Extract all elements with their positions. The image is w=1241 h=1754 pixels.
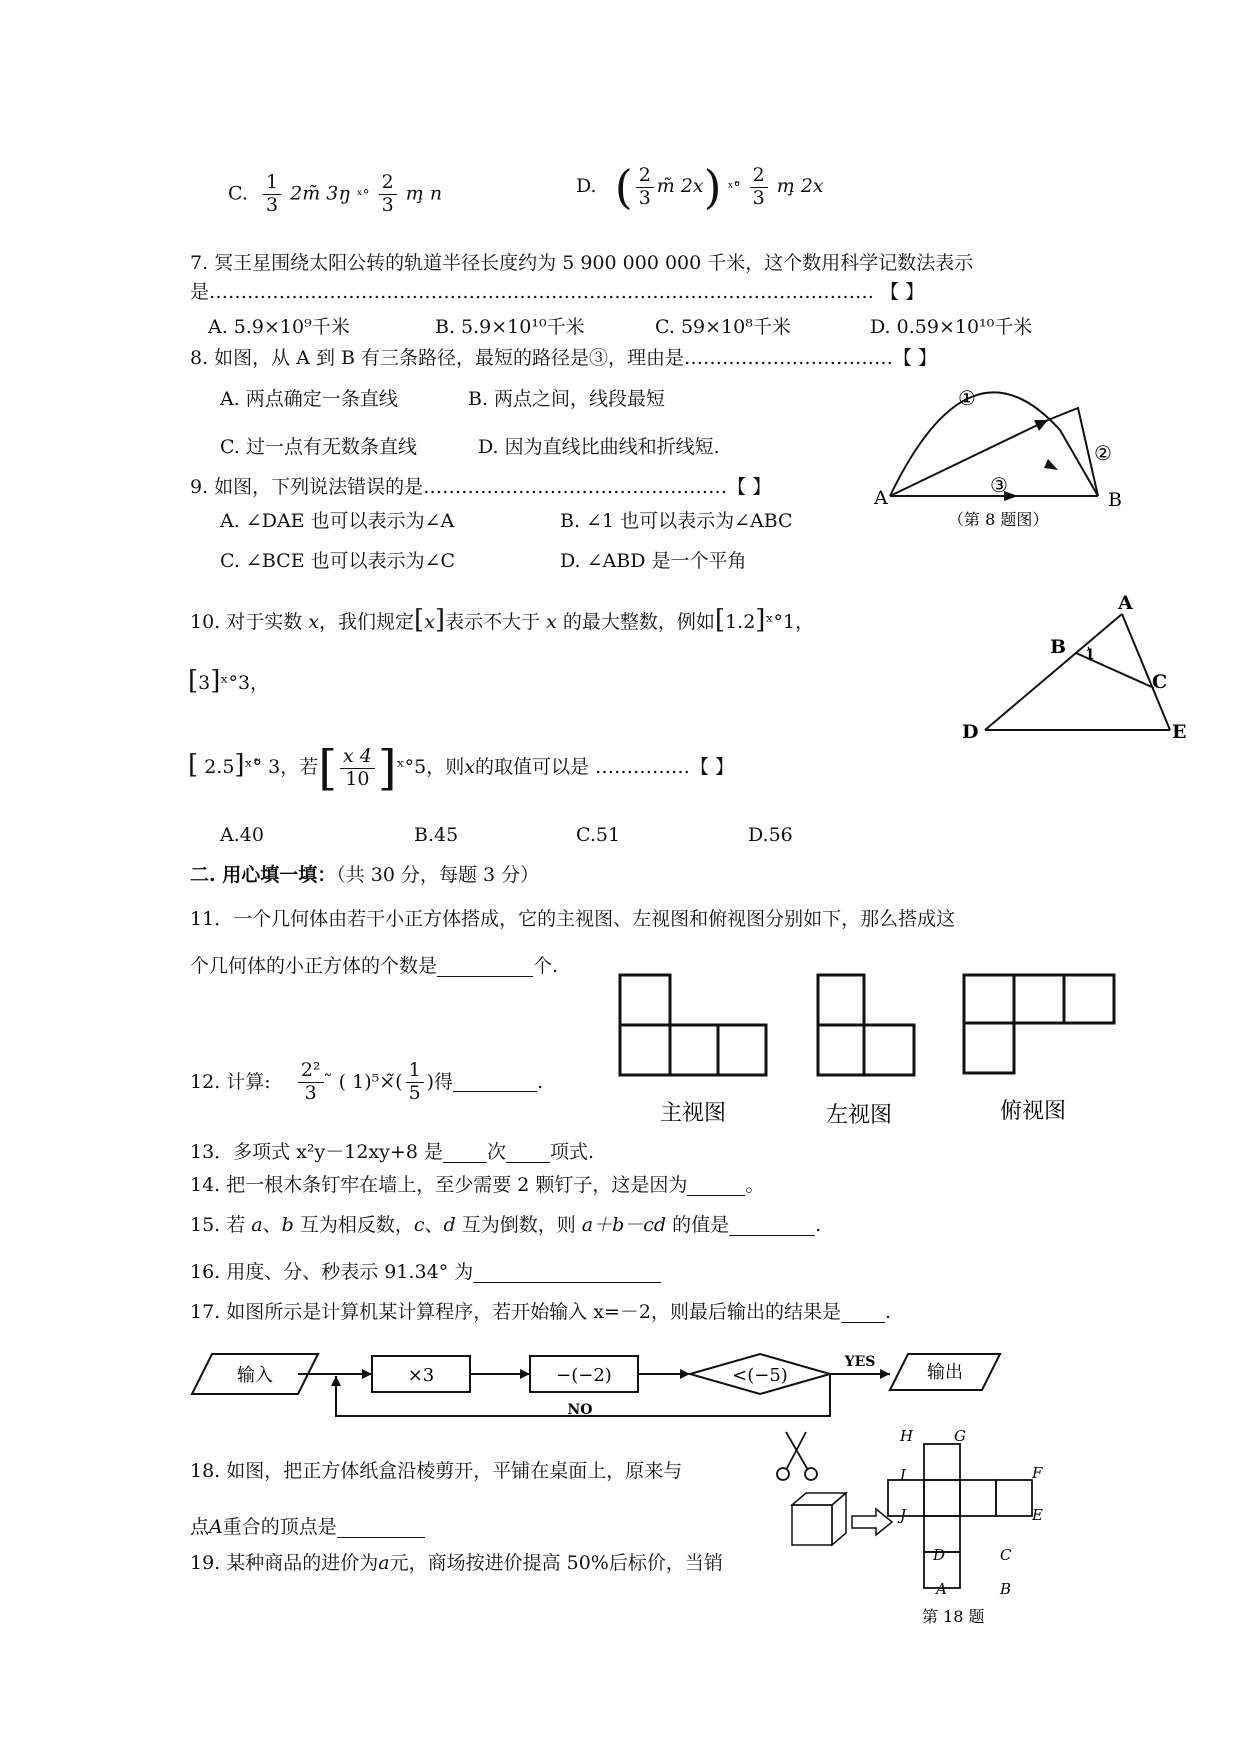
q8-option-c: C. 过一点有无数条直线	[220, 436, 417, 458]
q10-line3: [ 2.5]ˣ°̃ 3，若[ $\frac{x 4}{10}$ ]ˣ°5，则x的取值可以是 ……………【 】	[188, 740, 735, 796]
q11-front-view-label: 主视图	[660, 1101, 727, 1126]
q9-label-a: A	[1118, 592, 1133, 614]
q8-option-a: A. 两点确定一条直线	[220, 388, 398, 410]
q10-line2: [3]ˣ°3，	[188, 666, 270, 696]
q8-label-path3: ③	[990, 473, 1008, 497]
net-label-c: C	[1000, 1546, 1012, 1564]
net-label-e: E	[1032, 1506, 1043, 1524]
q10-option-a: A.40	[220, 824, 264, 846]
q16: 16. 用度、分、秒表示 91.34° 为	[190, 1263, 661, 1283]
net-label-d: D	[933, 1546, 946, 1564]
q8-label-path2: ②	[1094, 441, 1112, 465]
q10-line1: 10. 对于实数 x，我们规定[x]表示不大于 x 的最大整数，例如[1.2]ˣ°1，	[190, 605, 815, 635]
q9-option-a: A. ∠DAE 也可以表示为∠A	[220, 510, 455, 532]
q8-stem: 8. 如图，从 A 到 B 有三条路径，最短的路径是③，理由是……………………………【 】	[190, 347, 938, 369]
q7-stem: 7. 冥王星围绕太阳公转的轨道半径长度约为 5 900 000 000 千米，这个数用科学记数法表示	[190, 252, 974, 274]
flow-minus-neg2: −(−2)	[556, 1365, 612, 1386]
q7-option-a: A. 5.9×10⁹千米	[208, 316, 350, 338]
q6-option-d: D. ( $\frac{2}{3}$ m̃ 2x) ˣ°̃ $\frac{2}{3}$ m̧ 2x	[576, 160, 824, 214]
net-label-f: F	[1032, 1464, 1043, 1482]
flow-multiply-3: ×3	[407, 1365, 435, 1386]
net-label-a: A	[936, 1580, 947, 1598]
section-2-heading: 二. 用心填一填：（共 30 分，每题 3 分）	[190, 864, 540, 886]
q11-line2: 个几何体的小正方体的个数是 个.	[190, 955, 559, 977]
q9-option-b: B. ∠1 也可以表示为∠ABC	[560, 510, 793, 532]
q9-label-1: 1	[1085, 647, 1095, 663]
q10-option-d: D.56	[748, 824, 793, 846]
q14: 14. 把一根木条钉牢在墙上，至少需要 2 颗钉子，这是因为 。	[190, 1174, 765, 1196]
net-label-g: G	[954, 1427, 966, 1445]
net-label-h: H	[900, 1427, 914, 1445]
q8-option-b: B. 两点之间，线段最短	[468, 388, 666, 410]
q9-stem: 9. 如图，下列说法错误的是…………………………………………【 】	[190, 476, 772, 498]
q9-label-e: E	[1172, 721, 1187, 743]
q7-option-b: B. 5.9×10¹⁰千米	[435, 316, 585, 338]
q8-caption: （第 8 题图）	[948, 510, 1049, 529]
q7-stem-line2: 是…………………………………………………………………………………………… 【 】	[190, 281, 925, 303]
q18-line2: 点A重合的顶点是	[190, 1518, 425, 1538]
q15: 15. 若 a、b 互为相反数，c、d 互为倒数，则 a＋b－cd 的值是 .	[190, 1214, 822, 1236]
q13: 13．多项式 x²y－12xy+8 是 次 项式.	[190, 1141, 595, 1163]
q8-label-b: B	[1108, 489, 1122, 511]
q9-option-d: D. ∠ABD 是一个平角	[560, 550, 747, 572]
net-label-b: B	[1000, 1580, 1012, 1598]
flow-yes: YES	[844, 1354, 876, 1370]
q7-option-d: D. 0.59×10¹⁰千米	[870, 316, 1033, 338]
q9-label-c: C	[1152, 671, 1168, 693]
q11-left-view-label: 左视图	[826, 1103, 893, 1128]
flow-no: NO	[567, 1402, 593, 1418]
flow-output: 输出	[927, 1362, 963, 1383]
flow-condition: <(−5)	[732, 1365, 788, 1386]
q17-stem: 17. 如图所示是计算机某计算程序，若开始输入 x=－2，则最后输出的结果是 .	[190, 1301, 892, 1323]
q19: 19. 某种商品的进价为a元，商场按进价提高 50%后标价，当销	[190, 1552, 723, 1574]
q9-label-b: B	[1050, 636, 1067, 658]
q7-option-c: C. 59×10⁸千米	[655, 316, 791, 338]
q9-label-d: D	[962, 721, 979, 743]
flow-input: 输入	[237, 1365, 273, 1386]
q11-line1: 11．一个几何体由若干小正方体搭成，它的主视图、左视图和俯视图分别如下，那么搭成这	[190, 908, 956, 930]
q18-line1: 18. 如图，把正方体纸盒沿棱剪开，平铺在桌面上，原来与	[190, 1460, 683, 1482]
q12-expression: 12. 计算: $\frac{\text{2²}}{3}$ ̃ ( 1)⁵×̃( $\frac{1}{5}$ )得 .	[190, 1059, 544, 1104]
q8-label-a: A	[874, 487, 888, 509]
net-label-j: J	[900, 1506, 907, 1524]
q6-option-c: C. $\frac{1}{3}$ 2m̃ 3ŋ ˣ° $\frac{2}{3}$ m̧ n	[228, 171, 443, 216]
net-label-i: I	[900, 1466, 906, 1484]
q10-option-c: C.51	[576, 824, 621, 846]
q9-option-c: C. ∠BCE 也可以表示为∠C	[220, 550, 456, 572]
q8-label-path1: ①	[958, 386, 976, 410]
q8-option-d: D. 因为直线比曲线和折线短.	[478, 436, 720, 458]
q10-option-b: B.45	[414, 824, 459, 846]
q11-top-view-label: 俯视图	[1000, 1099, 1067, 1124]
q18-caption: 第 18 题	[922, 1607, 985, 1626]
